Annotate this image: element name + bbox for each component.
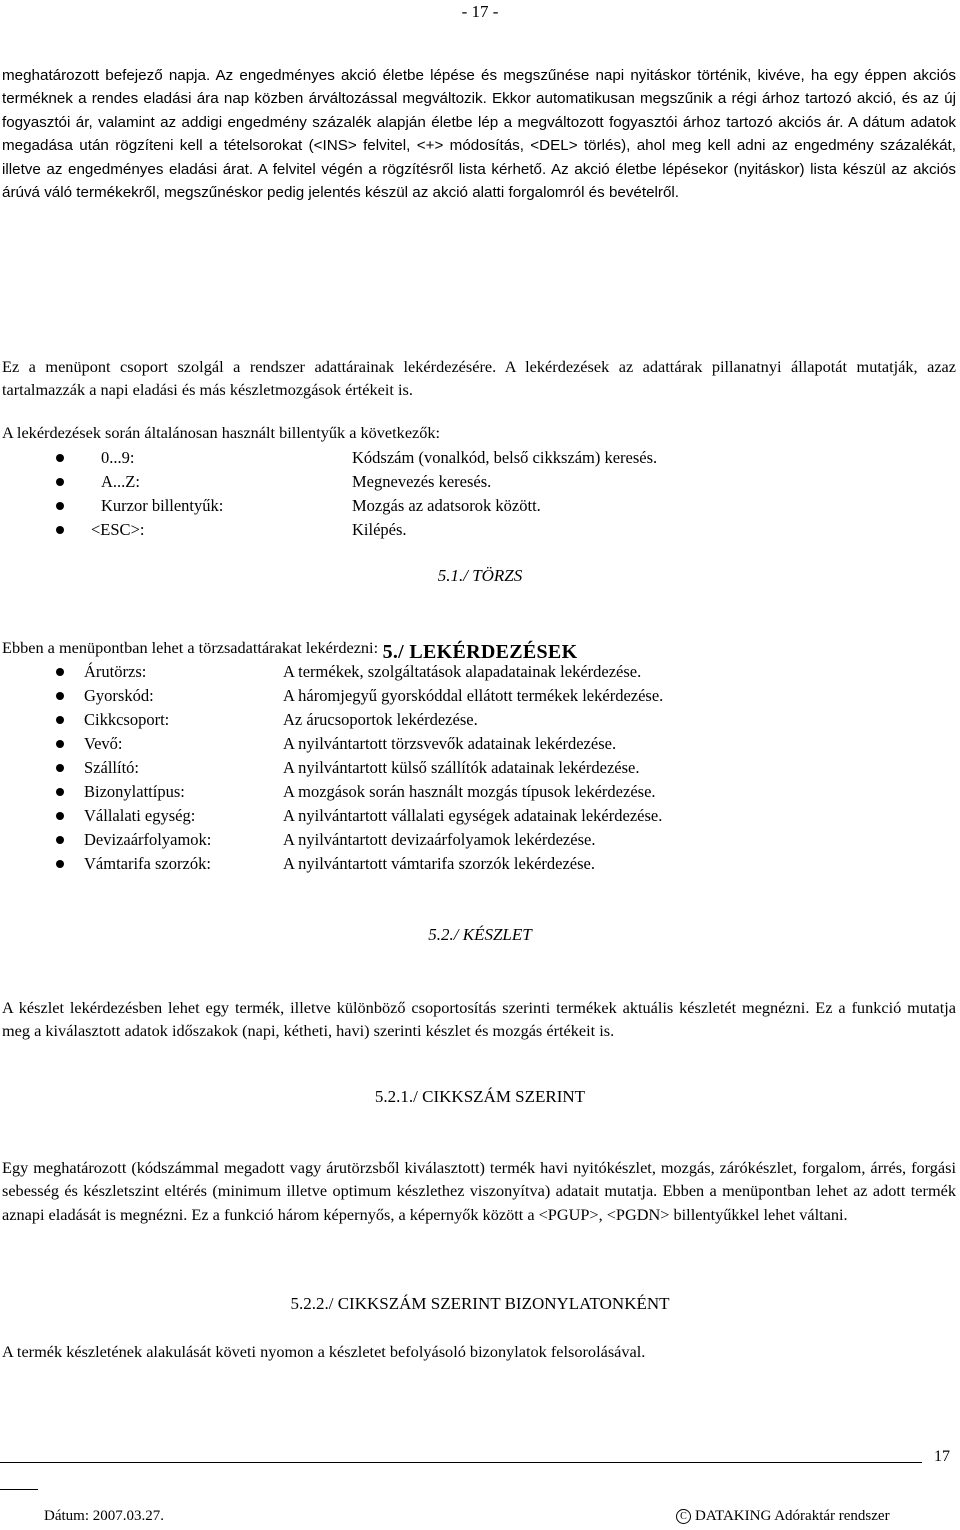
item-name: Vállalati egység: [84,806,196,825]
list-item [0,756,960,780]
bullet-icon [56,692,64,700]
bullet-icon [56,668,64,676]
section-5-paragraph: Ez a menüpont csoport szolgál a rendszer adattárainak lekérdezésére. A lekérdezések az adattárak pillanatnyi állapotát mutatják, azaz tartalmazzák a napi eladási és más készletmozgások értékeit is. [2,357,956,400]
section-51-intro: Ebben a menüpontban lehet a törzsadattárakat lekérdezni: [2,638,379,657]
key-description: Kódszám (vonalkód, belső cikkszám) keresés. [352,448,658,467]
item-name: Bizonylattípus: [84,782,185,801]
list-item [0,446,960,470]
item-description: A nyilvántartott külső szállítók adatainak lekérdezése. [283,758,640,777]
list-item [0,828,960,852]
section-522-paragraph: A termék készletének alakulását követi nyomon a készletet befolyásoló bizonylatok felsorolásával. [2,1342,646,1361]
footer-page-number: 17 [934,1448,950,1465]
bullet-icon [56,526,64,534]
item-description: A nyilvántartott vállalati egységek adatainak lekérdezése. [283,806,663,825]
item-name: Cikkcsoport: [84,710,170,729]
section-5-keys-intro: A lekérdezések során általánosan használt billentyűk a következők: [2,423,441,442]
section-52-title: 5.2./ KÉSZLET [428,925,532,944]
section-52-paragraph: A készlet lekérdezésben lehet egy termék, illetve különböző csoportosítás szerinti termékek aktuális készletét megnézni. Ez a funkció mutatja meg a kiválasztott adatok időszakok (napi, kétheti, havi) szerinti készlet és mozgás értékeit is. [2,998,956,1041]
item-description: A háromjegyű gyorskóddal ellátott termékek lekérdezése. [283,686,664,705]
item-name: Vevő: [84,734,123,753]
key-label: A...Z: [101,472,140,491]
item-description: A nyilvántartott törzsvevők adatainak lekérdezése. [283,734,617,753]
key-description: Mozgás az adatsorok között. [352,496,541,515]
key-label: <ESC>: [91,520,145,539]
bullet-icon [56,788,64,796]
item-description: A nyilvántartott vámtarifa szorzók lekérdezése. [283,854,595,873]
section-521-title: 5.2.1./ CIKKSZÁM SZERINT [374,1087,586,1106]
bullet-icon [56,454,64,462]
footer-rule [0,1462,922,1463]
list-item [0,804,960,828]
footer-date: Dátum: 2007.03.27. [44,1508,164,1524]
section-51-title: 5.1./ TÖRZS [437,566,523,585]
list-item [0,732,960,756]
item-name: Vámtarifa szorzók: [84,854,211,873]
copyright-icon: C [676,1509,691,1524]
bullet-icon [56,860,64,868]
bullet-icon [56,478,64,486]
item-description: A mozgások során használt mozgás típusok lekérdezése. [283,782,656,801]
item-description: A nyilvántartott devizaárfolyamok lekérdezése. [283,830,596,849]
key-label: Kurzor billentyűk: [101,496,224,515]
key-description: Megnevezés keresés. [352,472,492,491]
section-521-paragraph: Egy meghatározott (kódszámmal megadott vagy árutörzsből kiválasztott) termék havi nyitókészlet, mozgás, zárókészlet, forgalom, árrés, forgási sebesség és készletszint eltérés (minimum illetve optimum készlethez viszonyítva) adatait mutatja. Ebben a menüpontban lehet az adott termék aznapi eladását is megnézni. Ez a funkció három képernyős, a képernyők között a <PGUP>, <PGDN> billentyűkkel lehet váltani. [2,1158,956,1224]
bullet-icon [56,716,64,724]
key-label: 0...9: [101,448,135,467]
item-name: Gyorskód: [84,686,154,705]
list-item [0,708,960,732]
item-name: Devizaárfolyamok: [84,830,212,849]
bullet-icon [56,740,64,748]
item-name: Szállító: [84,758,139,777]
section-5-title: 5./ LEKÉRDEZÉSEK [382,641,578,663]
list-item [0,494,960,518]
list-item [0,660,960,684]
intro-paragraph: meghatározott befejező napja. Az engedményes akció életbe lépése és megszűnése napi nyitáskor történik, kivéve, ha egy éppen akciós terméknek a rendes eladási ára nap közben árváltozással megváltozik. Ekkor automatikusan megszűnik a régi árhoz tartozó akció, és az új fogyasztói ár, valamint az addigi engedmény százalék alapján életbe lép a megváltozott fogyasztói árhoz tartozó akciós ár. A dátum adatok megadása után rögzíteni kell a tételsorokat (<INS> felvitel, <+> módosítás, <DEL> törlés), ahol meg kell adni az engedmény százalékát, illetve az engedményes eladási árat. A felvitel végén a rögzítésről lista kérhető. Az akció életbe lépésekor (nyitáskor) lista készül az akciós árúvá váló termékekről, megszűnéskor pedig jelentés készül az akció alatti forgalomról és bevételről. [2,67,956,202]
page-number-top: - 17 - [461,2,499,21]
list-item [0,470,960,494]
item-description: A termékek, szolgáltatások alapadatainak lekérdezése. [283,662,642,681]
item-name: Árutörzs: [84,662,147,681]
list-item [0,518,960,542]
bullet-icon [56,836,64,844]
key-description: Kilépés. [352,520,407,539]
footnote-separator [0,1489,38,1490]
list-item [0,684,960,708]
list-item [0,780,960,804]
section-522-title: 5.2.2./ CIKKSZÁM SZERINT BIZONYLATONKÉNT [290,1294,670,1313]
bullet-icon [56,502,64,510]
bullet-icon [56,812,64,820]
list-item [0,852,960,876]
item-description: Az árucsoportok lekérdezése. [283,710,478,729]
bullet-icon [56,764,64,772]
footer-product-name: DATAKING Adóraktár rendszer [695,1508,890,1524]
footer-product [676,1508,890,1525]
